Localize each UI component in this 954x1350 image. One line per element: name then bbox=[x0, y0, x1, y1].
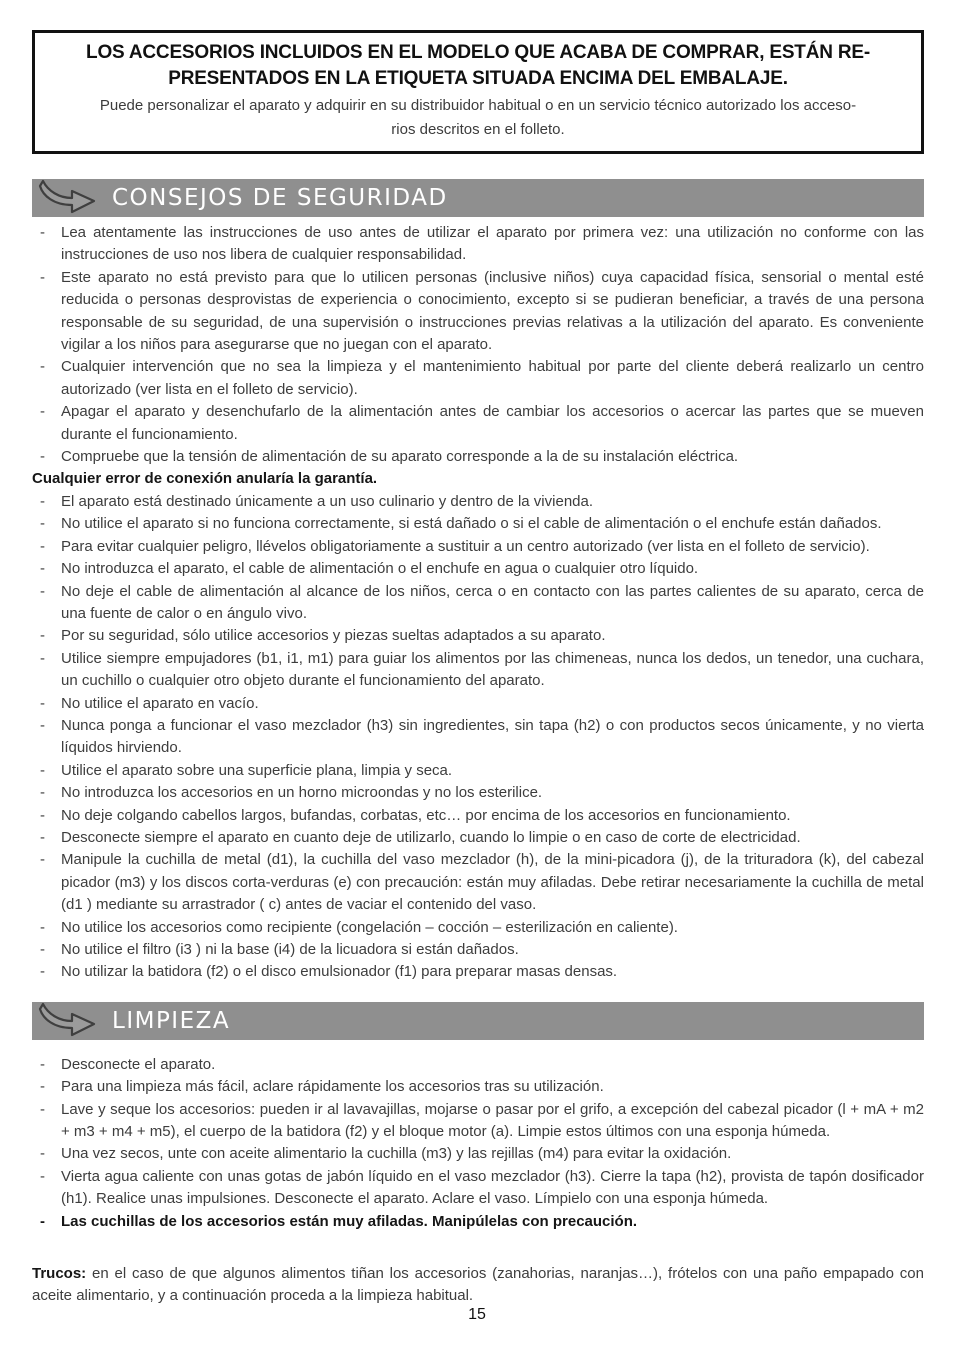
list-item: - Por su seguridad, sólo utilice accesorios y piezas sueltas adaptados a su aparato. bbox=[32, 625, 924, 647]
list-item: - No deje colgando cabellos largos, bufandas, corbatas, etc… por encima de los accesorios en funcionamiento. bbox=[32, 805, 924, 827]
notice-title-line-1: LOS ACCESORIOS INCLUIDOS EN EL MODELO QUE ACABA DE COMPRAR, ESTÁN RE- bbox=[86, 42, 870, 63]
list-item: - Para una limpieza más fácil, aclare rápidamente los accesorios tras su utilización. bbox=[32, 1076, 924, 1098]
list-item: - Desconecte el aparato. bbox=[32, 1054, 924, 1076]
list-item: - Este aparato no está previsto para que lo utilicen personas (inclusive niños) cuya capacidad física, sensorial o mental esté reducida o personas desprovistas de experiencia o conocimiento, excepto si se pudieran beneficiar, a través de una persona responsable de su seguridad, de una supervisión o instrucciones previas relativas a la utilización del aparato. Es conveniente vigilar a los niños para asegurarse que no juegan con el aparato. bbox=[32, 267, 924, 357]
list-item: - El aparato está destinado únicamente a un uso culinario y dentro de la vivienda. bbox=[32, 491, 924, 513]
list-item: - Nunca ponga a funcionar el vaso mezclador (h3) sin ingredientes, sin tapa (h2) o con productos secos únicamente, y no vierta líquidos hirviendo. bbox=[32, 715, 924, 760]
list-item: - Utilice el aparato sobre una superficie plana, limpia y seca. bbox=[32, 760, 924, 782]
tips-paragraph bbox=[32, 1263, 924, 1308]
page-content bbox=[32, 30, 924, 1308]
blades-warning-item: - Las cuchillas de los accesorios están muy afiladas. Manipúlelas con precaución. bbox=[32, 1211, 924, 1233]
curved-arrow-icon bbox=[38, 1001, 100, 1041]
tips-text: en el caso de que algunos alimentos tiñan los accesorios (zanahorias, naranjas…), frótelos con una paño empapado con aceite alimentario, y a continuación proceda a la limpieza habitual. bbox=[32, 1265, 924, 1305]
list-item: - Utilice siempre empujadores (b1, i1, m1) para guiar los alimentos por las chimeneas, nunca los dedos, un tenedor, una cuchara, un cuchillo o cualquier otro objeto durante el funcionamiento del aparato. bbox=[32, 648, 924, 693]
list-item: - No utilice el filtro (i3 ) ni la base (i4) de la licuadora si están dañados. bbox=[32, 939, 924, 961]
list-item: - No utilice los accesorios como recipiente (congelación – cocción – esterilización en caliente). bbox=[32, 917, 924, 939]
list-item: - Una vez secos, unte con aceite alimentario la cuchilla (m3) y las rejillas (m4) para evitar la oxidación. bbox=[32, 1143, 924, 1165]
notice-body-line-2: rios descritos en el folleto. bbox=[391, 121, 565, 138]
curved-arrow-icon bbox=[38, 178, 100, 218]
list-item: - Desconecte siempre el aparato en cuanto deje de utilizarlo, cuando lo limpie o en caso de corte de electricidad. bbox=[32, 827, 924, 849]
list-item: - No introduzca los accesorios en un horno microondas y no los esterilice. bbox=[32, 782, 924, 804]
section-heading: CONSEJOS DE SEGURIDAD bbox=[112, 185, 448, 211]
notice-body-line-1: Puede personalizar el aparato y adquirir en su distribuidor habitual o en un servicio técnico autorizado los acceso- bbox=[99, 97, 857, 114]
page-number: 15 bbox=[468, 1306, 486, 1323]
list-item: - No utilizar la batidora (f2) o el disco emulsionador (f1) para preparar masas densas. bbox=[32, 961, 924, 983]
list-item: - No deje el cable de alimentación al alcance de los niños, cerca o en contacto con las partes calientes de su aparato, cerca de una fuente de calor o en ángulo vivo. bbox=[32, 581, 924, 626]
list-item: - Vierta agua caliente con unas gotas de jabón líquido en el vaso mezclador (h3). Cierre la tapa (h2), provista de tapón dosificador (h1). Realice unas impulsiones. Desconecte el aparato. Aclare el vaso. Límpielo con una esponja húmeda. bbox=[32, 1166, 924, 1211]
list-item: - Manipule la cuchilla de metal (d1), la cuchilla del vaso mezclador (h), de la mini-picadora (j), de la trituradora (k), del cabezal picador (m3) y los discos corta-verduras (e) con precaución: están muy afiladas. Debe retirar necesariamente la cuchilla de metal (d1 ) mediante su arrastrador ( c) antes de vaciar el contenido del vaso. bbox=[32, 849, 924, 916]
list-item: - Cualquier intervención que no sea la limpieza y el mantenimiento habitual por parte del cliente deberá realizarlo un centro autorizado (ver lista en el folleto de servicio). bbox=[32, 356, 924, 401]
section-heading: LIMPIEZA bbox=[112, 1007, 231, 1034]
list-item: - No introduzca el aparato, el cable de alimentación o el enchufe en agua o cualquier otro líquido. bbox=[32, 558, 924, 580]
cleaning-item-list bbox=[32, 1054, 924, 1233]
safety-item-list bbox=[32, 222, 924, 984]
list-item: - Compruebe que la tensión de alimentación de su aparato corresponde a la de su instalación eléctrica. bbox=[32, 446, 924, 468]
list-item: - No utilice el aparato si no funciona correctamente, si está dañado o si el cable de alimentación o el enchufe están dañados. bbox=[32, 513, 924, 535]
list-item: - Lave y seque los accesorios: pueden ir al lavavajillas, mojarse o pasar por el grifo, a excepción del cabezal picador (l + mA + m2 + m3 + m4 + m5), el cuerpo de la batidora (f2) y el bloque motor (a). Limpie estos últimos con una esponja húmeda. bbox=[32, 1099, 924, 1144]
list-item: - No utilice el aparato en vacío. bbox=[32, 693, 924, 715]
notice-box bbox=[32, 30, 924, 154]
section-header-limpieza bbox=[32, 1002, 924, 1040]
section-header-consejos-de-seguridad bbox=[32, 179, 924, 217]
list-item: - Apagar el aparato y desenchufarlo de la alimentación antes de cambiar los accesorios o acercar las partes que se mueven durante el funcionamiento. bbox=[32, 401, 924, 446]
notice-title-line-2: PRESENTADOS EN LA ETIQUETA SITUADA ENCIMA DEL EMBALAJE. bbox=[168, 68, 788, 89]
tips-label: Trucos: bbox=[32, 1265, 87, 1283]
list-item: - Para evitar cualquier peligro, llévelos obligatoriamente a sustituir a un centro autorizado (ver lista en el folleto de servicio). bbox=[32, 536, 924, 558]
list-item: - Lea atentamente las instrucciones de uso antes de utilizar el aparato por primera vez: una utilización no conforme con las instrucciones de uso nos libera de cualquier responsabilidad. bbox=[32, 222, 924, 267]
warranty-note: Cualquier error de conexión anularía la garantía. bbox=[32, 470, 378, 488]
